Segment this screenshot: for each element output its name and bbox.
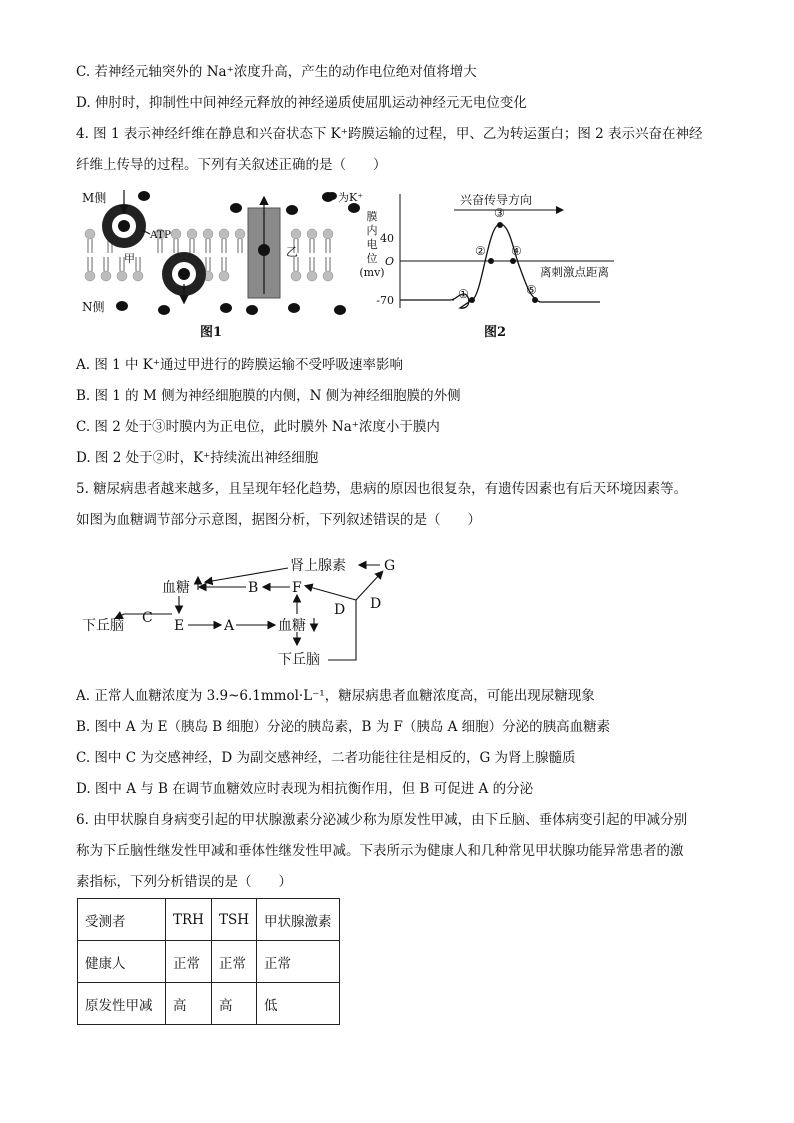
ytick-40: 40: [380, 232, 394, 245]
ytick-neg70: -70: [376, 294, 394, 307]
node-b: B: [248, 580, 259, 596]
xlabel: 离刺激点距离: [540, 265, 609, 279]
question6-stem-line2: 称为下丘脑性继发性甲减和垂体性继发性甲减。下表所示为健康人和几种常见甲状腺功能异常患者的激: [76, 843, 684, 859]
direction-label: 兴奋传导方向: [460, 193, 533, 207]
point-3-label: ③: [494, 206, 505, 220]
header-trh: TRH: [166, 899, 212, 941]
table-cell: 原发性甲减: [78, 983, 166, 1025]
point-5-label: ⑤: [526, 283, 537, 297]
header-tsh: TSH: [211, 899, 256, 941]
m-side-label: M侧: [82, 191, 107, 205]
ylabel-char-1: 膜: [366, 210, 378, 223]
question4-option-c: C. 图 2 处于③时膜内为正电位，此时膜外 Na⁺浓度小于膜内: [76, 419, 440, 435]
atp-label: ATP: [150, 229, 172, 241]
node-e: E: [174, 618, 185, 634]
question4-stem-line2: 纤维上传导的过程。下列有关叙述正确的是（ ）: [76, 157, 387, 173]
header-thyroid-hormone: 甲状腺激素: [256, 899, 339, 941]
blood-sugar-up-label: 血糖: [162, 580, 190, 596]
adrenaline-label: 肾上腺素: [290, 558, 346, 574]
question4-option-a: A. 图 1 中 K⁺通过甲进行的跨膜运输不受呼吸速率影响: [76, 357, 404, 373]
ylabel-char-4: 位: [366, 252, 378, 265]
ylabel-char-2: 内: [366, 224, 378, 237]
table-cell: 正常: [166, 941, 212, 983]
node-g: G: [384, 558, 396, 574]
question5-option-d: D. 图中 A 与 B 在调节血糖效应时表现为相抗衡作用，但 B 可促进 A 的分泌: [76, 781, 534, 797]
question3-option-c: C. 若神经元轴突外的 Na⁺浓度升高，产生的动作电位绝对值将增大: [76, 64, 477, 80]
question5-stem-line1: 5. 糖尿病患者越来越多，且呈现年轻化趋势，患病的原因也很复杂，有遗传因素也有后天环境因素等。: [76, 481, 688, 497]
hormone-table: [77, 898, 340, 1025]
edge-d-label-1: D: [334, 602, 346, 618]
table-cell: 健康人: [78, 941, 166, 983]
ylabel-char-3: 电: [366, 238, 378, 251]
table-cell: 正常: [211, 941, 256, 983]
table-cell: 高: [211, 983, 256, 1025]
point-4-label: ④: [511, 244, 522, 258]
node-a: A: [224, 618, 235, 634]
hypothalamus-bottom-label: 下丘脑: [278, 652, 320, 668]
question4-option-b: B. 图 1 的 M 侧为神经细胞膜的内侧，N 侧为神经细胞膜的外侧: [76, 388, 461, 404]
edge-d-label-2: D: [370, 596, 382, 612]
ytick-0: O: [384, 255, 394, 268]
question5-option-b: B. 图中 A 为 E（胰岛 B 细胞）分泌的胰岛素，B 为 F（胰岛 A 细胞）分泌的胰高血糖素: [76, 719, 611, 735]
point-1-label: ①: [458, 287, 469, 301]
jia-label: 甲: [124, 252, 135, 265]
point-2-label: ②: [475, 244, 486, 258]
question6-stem-line3: 素指标，下列分析错误的是（ ）: [76, 874, 292, 890]
table-row: [78, 941, 340, 983]
yi-label: 乙: [286, 245, 299, 259]
blood-sugar-down-label: 血糖: [278, 618, 306, 634]
header-subject: 受测者: [78, 899, 166, 941]
table-row: [78, 983, 340, 1025]
question4-option-d: D. 图 2 处于②时，K⁺持续流出神经细胞: [76, 450, 319, 466]
node-f: F: [292, 580, 302, 596]
question5-stem-line2: 如图为血糖调节部分示意图，据图分析，下列叙述错误的是（ ）: [76, 512, 481, 528]
question6-stem-line1: 6. 由甲状腺自身病变引起的甲状腺激素分泌减少称为原发性甲减，由下丘脑、垂体病变引起的甲减分别: [76, 812, 688, 828]
blood-sugar-regulation-diagram: [76, 550, 416, 674]
k-legend: 为K⁺: [338, 191, 364, 204]
figure2-action-potential-graph: [330, 184, 630, 344]
question4-stem-line1: 4. 图 1 表示神经纤维在静息和兴奋状态下 K⁺跨膜运输的过程，甲、乙为转运蛋白；图 2 表示兴奋在神经: [76, 126, 703, 142]
edge-c-label: C: [142, 610, 153, 626]
table-cell: 正常: [256, 941, 339, 983]
table-cell: 低: [256, 983, 339, 1025]
question5-option-c: C. 图中 C 为交感神经，D 为副交感神经，二者功能往往是相反的，G 为肾上腺髓质: [76, 750, 576, 766]
ylabel-unit: (mv): [359, 266, 385, 279]
table-cell: 高: [166, 983, 212, 1025]
figure1-caption: 图1: [200, 325, 223, 340]
hypothalamus-left-label: 下丘脑: [82, 618, 124, 634]
table-header-row: [78, 899, 340, 941]
n-side-label: N侧: [82, 300, 105, 314]
figure2-caption: 图2: [484, 325, 507, 340]
question5-option-a: A. 正常人血糖浓度为 3.9~6.1mmol·L⁻¹，糖尿病患者血糖浓度高，可能出现尿糖现象: [76, 688, 595, 704]
question3-option-d: D. 伸肘时，抑制性中间神经元释放的神经递质使屈肌运动神经元无电位变化: [76, 95, 527, 111]
